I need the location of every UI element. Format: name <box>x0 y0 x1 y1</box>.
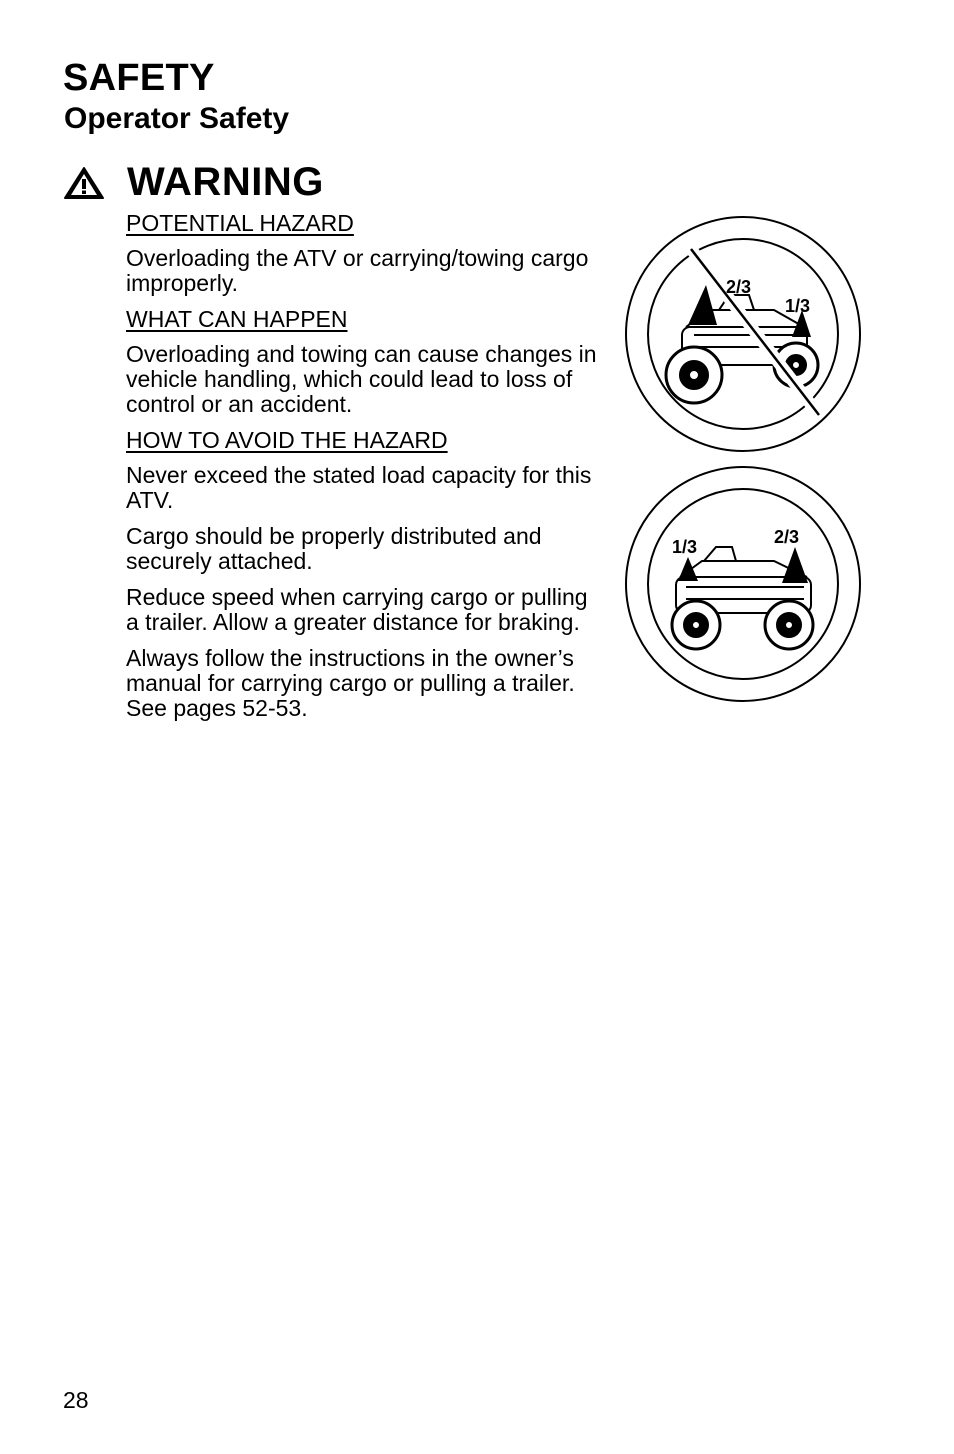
potential-hazard-heading: POTENTIAL HAZARD <box>126 210 354 236</box>
potential-hazard-text: Overloading the ATV or carrying/towing cargo improperly. <box>126 245 589 296</box>
how-to-avoid-heading: HOW TO AVOID THE HAZARD <box>126 427 448 453</box>
prohibited-atv-load-icon <box>624 215 862 453</box>
warning-body <box>126 211 601 732</box>
avoid-paragraph: Cargo should be properly distributed and securely attached. <box>126 523 542 574</box>
rear-load-label: 1/3 <box>785 296 811 316</box>
rear-load-label: 2/3 <box>774 527 800 547</box>
front-load-label: 2/3 <box>726 277 752 297</box>
front-load-label: 1/3 <box>672 537 698 557</box>
page-number: 28 <box>63 1387 89 1413</box>
warning-title: WARNING <box>127 160 324 204</box>
what-can-happen-text: Overloading and towing can cause changes in vehicle handling, which could lead to loss of control or an accident. <box>126 341 597 417</box>
avoid-paragraph: Always follow the instructions in the owner’s manual for carrying cargo or pulling a trailer. See pages 52-53. <box>126 645 575 721</box>
subsection-title: Operator Safety <box>64 102 290 135</box>
avoid-paragraph: Reduce speed when carrying cargo or pulling a trailer. Allow a greater distance for braking. <box>126 584 588 635</box>
warning-triangle-icon <box>63 166 105 200</box>
avoid-paragraph: Never exceed the stated load capacity for this ATV. <box>126 462 592 513</box>
section-title: SAFETY <box>63 57 215 99</box>
what-can-happen-heading: WHAT CAN HAPPEN <box>126 306 348 332</box>
correct-atv-load-icon <box>624 465 862 703</box>
